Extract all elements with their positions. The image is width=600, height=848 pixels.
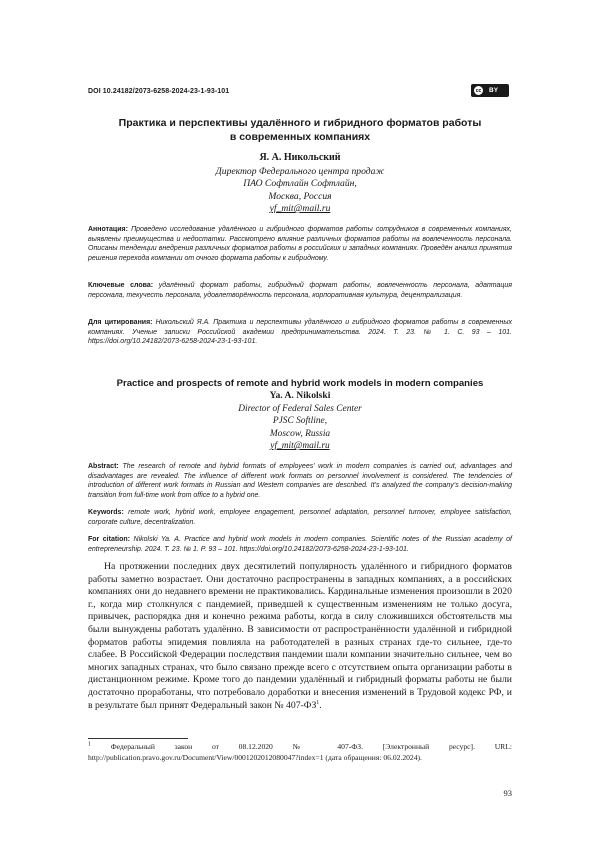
footnote-divider: [88, 738, 188, 739]
footnote-marker: 1: [88, 741, 91, 748]
author-en: Ya. A. Nikolski: [269, 390, 331, 401]
body-paragraph-text: На протяжении последних двух десятилетий популярность удалённого и гибридного форматов работы заметно возрастает. Они достаточно распространены в западных компаниях, а в российских компаниях они до недавнего времени не практиковались. Кардинальные изменения произошли в 2020 г., когда мир столкнулся с пандемией, приведшей к существенным изменениям не только досуга, привычек, распорядка дня и конечно режима работы, когда в силу сложившихся обстоятельств мы были вынуждены работать удалённо. В зависимости от распространённости удалённой и гибридной форматов работы эпидемия повлияла на работодателей в разных странах где-то сильнее, где-то слабее. В Российской Федерации последствия пандемии шали компании значительно сильнее, чем во многих западных странах, что было связано прежде всего с отсутствием опыта организации работы в дистанционном режиме. Кроме того до пандемии удалённый и гибридный форматы работы не были достаточно проработаны, что потребовало доработки и внесения изменений в Трудовой кодекс РФ, и в результате был принят Федеральный закон № 407-ФЗ: [88, 561, 512, 711]
affiliation-en-line: PJSC Softline,: [272, 416, 328, 427]
footnote-reference[interactable]: 1: [316, 699, 320, 706]
keywords-en-text: remote work, hybrid work, employee engagement, personnel adaptation, personnel turnover, employee satisfaction, corporate culture, decentralization.: [88, 509, 513, 526]
affiliation-ru-line: ПАО Софтлайн Софтлайн,: [243, 178, 357, 190]
affiliation-en-line: Director of Federal Sales Center: [238, 404, 362, 414]
abstract-ru-label: Аннотация:: [88, 226, 128, 233]
footnote-text: Федеральный закон от 08.12.2020 № 407-ФЗ. [Электронный ресурс]. URL: http://publication.pravo.gov.ru/Document/View/0001202012080047?index=1 (дата обращения: 06.02.2024).: [88, 742, 512, 762]
article-title-ru: [90, 116, 510, 144]
citation-en: [88, 535, 512, 554]
email-link-ru[interactable]: yf_mit@mail.ru: [269, 203, 331, 215]
license-label: BY: [489, 87, 499, 94]
footnote: [88, 742, 512, 763]
citation-ru-label: Для цитирования:: [88, 319, 153, 326]
abstract-en: [88, 462, 512, 500]
abstract-ru: [88, 225, 512, 263]
article-title-en: Practice and prospects of remote and hybrid work models in modern companies: [116, 378, 484, 389]
affiliation-en: [90, 403, 510, 453]
author-ru: Я. А. Никольский: [259, 152, 341, 163]
body-text: [88, 561, 512, 712]
abstract-en-label: Abstract:: [88, 463, 119, 470]
title-ru-line-1: Практика и перспективы удалённого и гибридного форматов работы: [118, 117, 482, 129]
keywords-ru-text: удалённый формат работы, гибридный формат работы, вовлеченность персонала, адаптация персонала, текучесть персонала, удовлетворённость персонала, корпоративная культура, децентрализация.: [88, 282, 512, 299]
keywords-ru: [88, 281, 512, 300]
cc-by-license-badge[interactable]: [471, 84, 509, 97]
citation-en-label: For citation:: [88, 536, 130, 543]
affiliation-en-line: Moscow, Russia: [269, 428, 331, 439]
doi-label: DOI 10.24182/2073-6258-2024-23-1-93-101: [88, 88, 230, 95]
citation-ru: [88, 318, 512, 347]
abstract-en-text: The research of remote and hybrid formats of employees’ work in modern companies is carried out, advantages and disadvantages are revealed. The influence of different work formats on personnel involvement is considered. The tendencies of introduction of different work formats in Russian and Western companies are described. It’s analyzed the company’s decision-making transition from full-time work from office to a hybrid one.: [88, 463, 512, 499]
keywords-en-label: Keywords:: [88, 509, 124, 516]
title-ru-line-2: в современных компаниях: [229, 131, 371, 143]
citation-ru-text: Никольский Я.А. Практика и перспективы удалённого и гибридного форматов работы в современных компаниях. Ученые записки Российской академии предпринимательства. 2024. Т. 23. № 1. С. 93 – 101. https://doi.org/10.24182/2073-6258-2024-23-1-93-101.: [88, 319, 512, 346]
cc-icon: cc: [475, 87, 482, 94]
citation-en-text: Nikolski Ya. A. Practice and hybrid work models in modern companies. Scientific notes of the Russian academy of entrepreneurship. 2024. T. 23. № 1. P. 93 – 101. https://doi.org/10.24182/2073-6258-2024-23-1-93-101.: [88, 536, 512, 553]
abstract-ru-text: Проведено исследование удалённого и гибридного форматов работы сотрудников в современных компаниях, выявлены преимущества и недостатки. Рассмотрено влияние различных форматов работы на вовлеченность персонала. Описаны тенденции внедрения различных форматов работы в российских и западных компаниях. Проведён анализ принятия решения перехода компании от очного формата работы к гибридному.: [88, 226, 513, 262]
page-number: 93: [503, 788, 512, 798]
body-paragraph: На протяжении последних двух десятилетий популярность удалённого и гибридного форматов работы заметно возрастает. Они достаточно распространены в западных компаниях, а в российских компаниях они до недавнего времени не практиковались. Кардинальные изменения произошли в 2020 г., когда мир столкнулся с пандемией, приведшей к существенным изменениям не только досуга, привычек, распорядка дня и конечно режима работы, когда в силу сложившихся обстоятельств мы были вынуждены работать удалённо. В зависимости от распространённости удалённой и гибридной форматов работы эпидемия повлияла на работодателей в разных странах где-то сильнее, где-то слабее. В Российской Федерации последствия пандемии шали компании значительно сильнее, чем во многих западных странах, что было связано прежде всего с отсутствием опыта организации работы в дистанционном режиме. Кроме того до пандемии удалённый и гибридный форматы работы не были достаточно проработаны, что потребовало доработки и внесения изменений в Трудовой кодекс РФ, и в результате был принят Федеральный закон № $407-ФЗ^1$.: [88, 561, 512, 711]
affiliation-ru-line: Директор Федерального центра продаж: [215, 166, 385, 177]
keywords-en: [88, 508, 512, 527]
email-link-en[interactable]: yf_mit@mail.ru: [270, 441, 330, 452]
affiliation-ru: [90, 166, 510, 216]
keywords-ru-label: Ключевые слова:: [88, 282, 154, 289]
affiliation-ru-line: Москва, Россия: [268, 190, 332, 202]
